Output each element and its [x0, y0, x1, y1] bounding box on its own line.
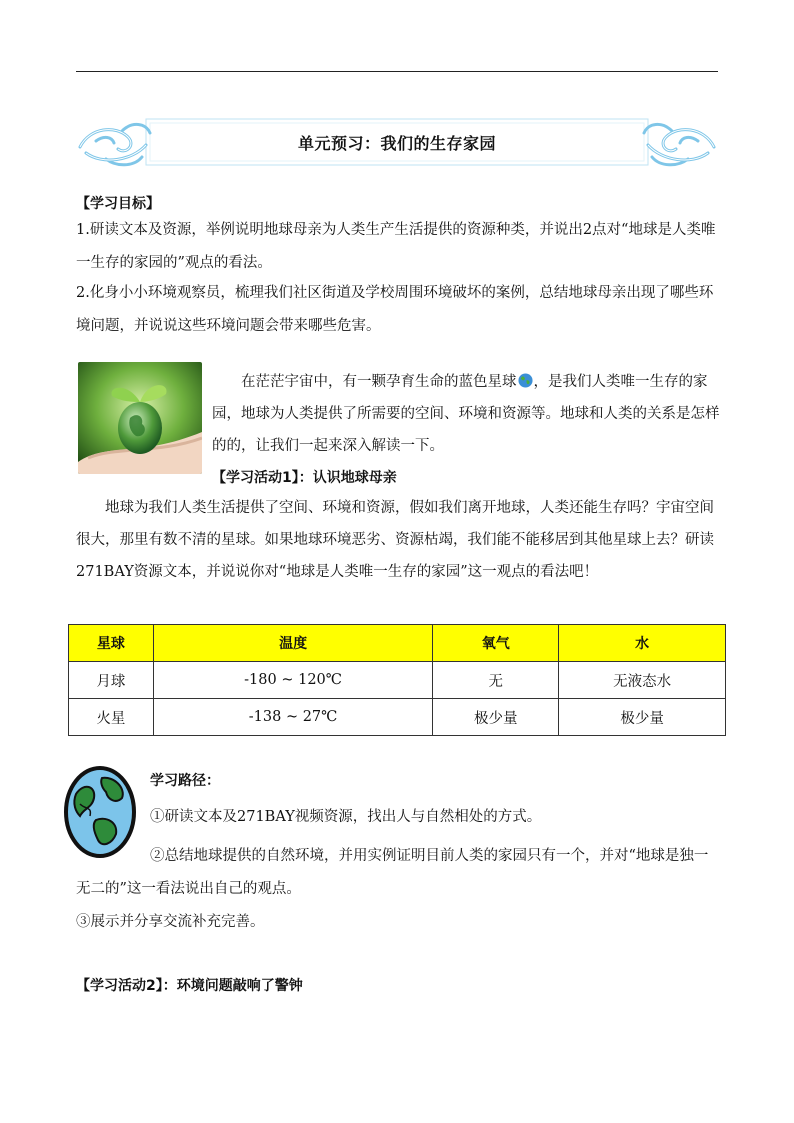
activity2-heading: 【学习活动2】：环境问题敲响了警钟: [76, 978, 303, 994]
table-header-cell: 水: [559, 625, 726, 662]
table-cell: 月球: [69, 662, 154, 699]
table-cell: 火星: [69, 699, 154, 736]
table-cell: -138 ~ 27℃: [153, 699, 433, 736]
table-header-cell: 星球: [69, 625, 154, 662]
activity1-heading: 【学习活动1】：认识地球母亲: [212, 470, 397, 486]
table-cell: 无: [433, 662, 559, 699]
table-cell: 极少量: [433, 699, 559, 736]
planet-table: [68, 624, 726, 736]
intro-paragraph: [212, 366, 720, 462]
learning-path-step-2: ②总结地球提供的自然环境，并用实例证明目前人类的家园只有一个，并对“地球是独一无二的”这一看法说出自己的观点。: [76, 848, 709, 897]
page-title: 单元预习：我们的生存家园: [297, 133, 496, 153]
title-banner: [76, 113, 718, 171]
table-header-row: [69, 625, 726, 662]
table-cell: 极少量: [559, 699, 726, 736]
learning-path-step-1: ①研读文本及271BAY视频资源，找出人与自然相处的方式。: [150, 809, 542, 825]
intro-text-a: 在茫茫宇宙中，有一颗孕育生命的蓝色星球: [241, 374, 517, 390]
intro-text-b: ，是我们人类唯一生存的家园，地球为人类提供了所需要的空间、环境和资源等。地球和人类的关系是怎样的的，让我们一起来深入解读一下。: [212, 374, 720, 454]
earth-in-hand-photo: [78, 362, 202, 474]
header-rule: [76, 71, 718, 72]
activity1-paragraph: 地球为我们人类生活提供了空间、环境和资源，假如我们离开地球，人类还能生存吗？宇宙空间很大，那里有数不清的星球。如果地球环境恶劣、资源枯竭，我们能不能移居到其他星球上去？研读271BAY资源文本，并说说你对“地球是人类唯一生存的家园”这一观点的看法吧！: [76, 500, 714, 580]
table-header-cell: 氧气: [433, 625, 559, 662]
table-row: [69, 699, 726, 736]
goal-item-2: 2.化身小小环境观察员，梳理我们社区街道及学校周围环境破坏的案例，总结地球母亲出现了哪些环境问题，并说说这些环境问题会带来哪些危害。: [76, 285, 714, 334]
table-header-cell: 温度: [153, 625, 433, 662]
table-cell: 无液态水: [559, 662, 726, 699]
goal-item-1: 1.研读文本及资源，举例说明地球母亲为人类生产生活提供的资源种类，并说出2点对“地球是人类唯一生存的家园的”观点的看法。: [76, 222, 716, 271]
earth-icon: [518, 373, 533, 388]
table-row: [69, 662, 726, 699]
table-cell: -180 ~ 120℃: [153, 662, 433, 699]
goals-heading: 【学习目标】: [76, 196, 160, 212]
learning-path-heading: 学习路径：: [150, 773, 220, 789]
learning-path-step-3: ③展示并分享交流补充完善。: [76, 914, 265, 930]
